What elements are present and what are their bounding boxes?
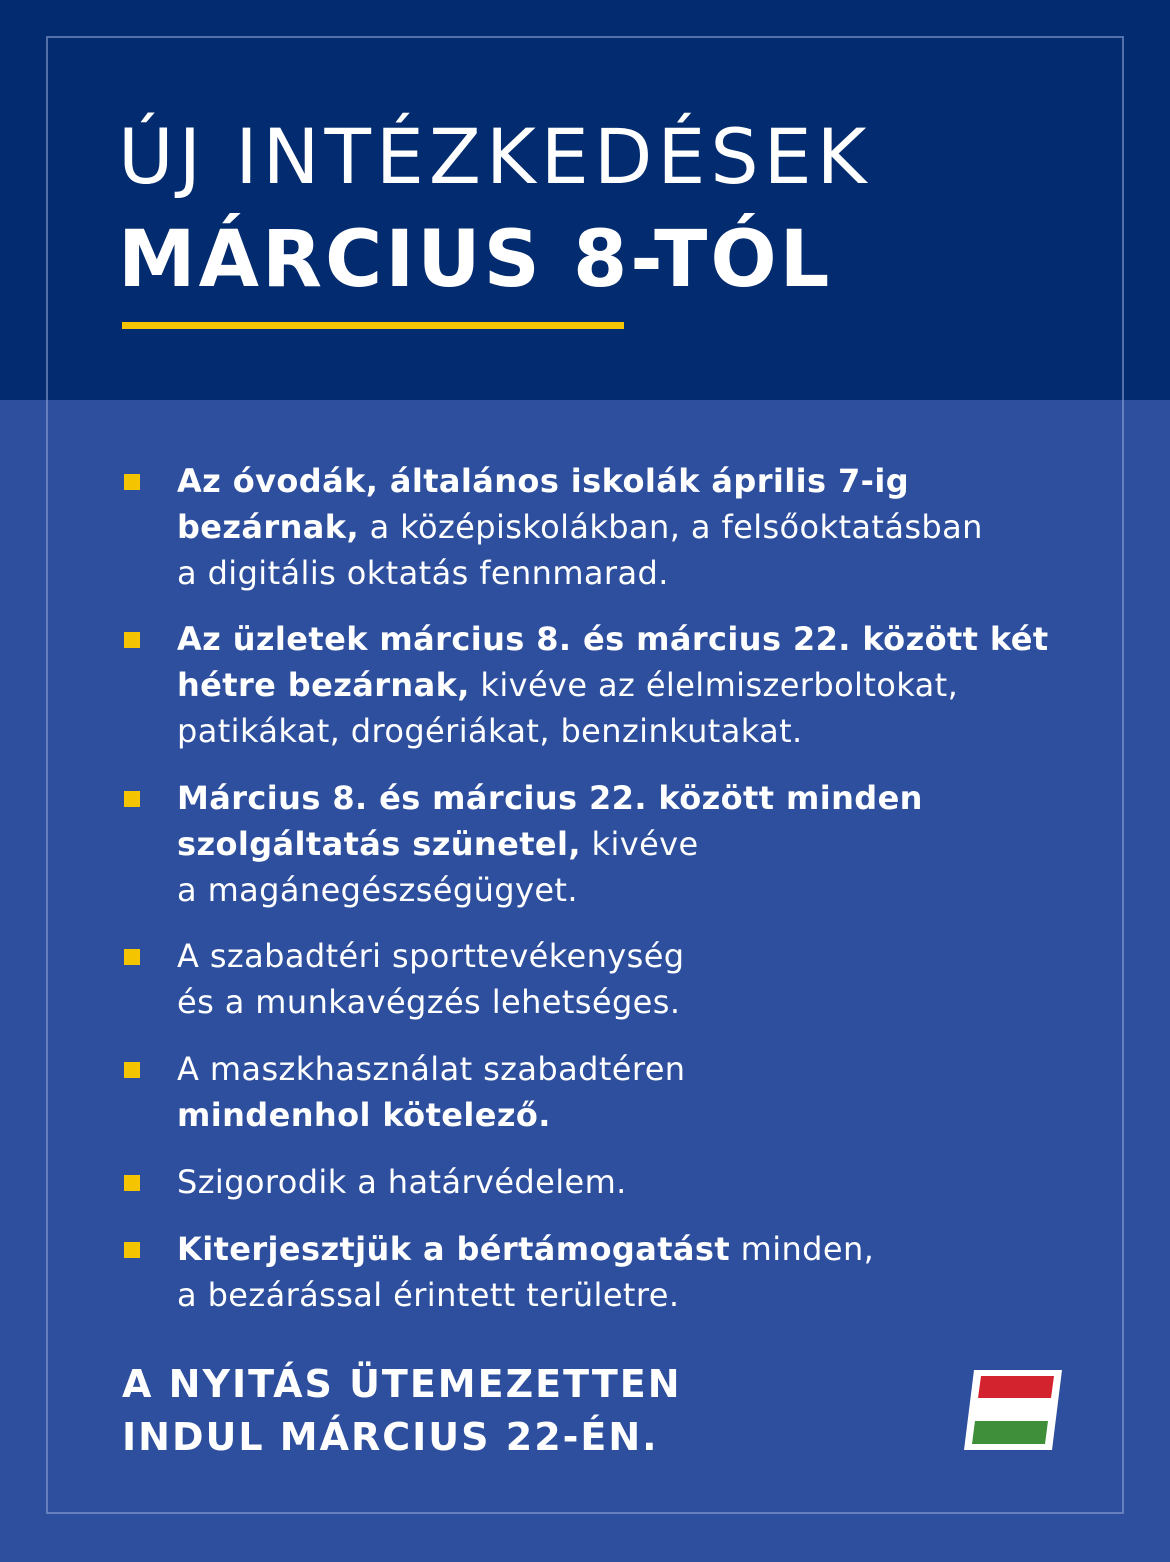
bold-segment: Az üzletek március 8. és március 22. között két [177,620,1049,658]
flag-stripe-white [975,1398,1051,1421]
list-item-text [177,616,1077,754]
footer-text [122,1358,682,1464]
list-item-text [177,775,1077,913]
text-segment: minden, [730,1230,875,1268]
bullet-square-icon [124,1242,140,1258]
list-item-line [177,1092,1077,1138]
bullet-square-icon [124,1175,140,1191]
list-item-text [177,1046,1077,1138]
title-underline [122,322,624,329]
text-segment: a magánegészségügyet. [177,871,578,909]
flag-stripe-green [972,1421,1048,1444]
list-item-line [177,616,1077,662]
text-segment: a középiskolákban, a felsőoktatásban [359,508,983,546]
hungarian-flag-icon [964,1370,1064,1450]
list-item-line [177,550,1077,596]
list-item-line [177,1226,1077,1272]
list-item-line [177,1046,1077,1092]
flag-svg [964,1370,1064,1450]
list-item-line [177,979,1077,1025]
bold-segment: mindenhol kötelező. [177,1096,551,1134]
bold-segment: szolgáltatás szünetel, [177,825,581,863]
text-segment: kivéve [580,825,699,863]
text-segment: A maszkhasználat szabadtéren [177,1050,686,1088]
list-item-line [177,775,1077,821]
text-segment: A szabadtéri sporttevékenység [177,937,685,975]
list-item-line [177,867,1077,913]
bullet-square-icon [124,791,140,807]
text-segment: patikákat, drogériákat, benzinkutakat. [177,712,803,750]
text-segment: Szigorodik a határvédelem. [177,1163,627,1201]
footer-line-2: INDUL MÁRCIUS 22-ÉN. [122,1415,659,1459]
list-item-line [177,458,1077,504]
bold-segment: hétre bezárnak, [177,666,470,704]
bold-segment: Az óvodák, általános iskolák április 7-ig [177,462,910,500]
title-line-2: MÁRCIUS 8-TÓL [118,215,833,305]
list-item-text [177,1159,1077,1205]
flag-stripe-red [978,1376,1054,1398]
list-item-line [177,662,1077,708]
bold-segment: Március 8. és március 22. között minden [177,779,923,817]
bold-segment: bezárnak, [177,508,360,546]
list-item-text [177,933,1077,1025]
list-item-line [177,1272,1077,1318]
bullet-square-icon [124,632,140,648]
list-item-line [177,708,1077,754]
list-item-text [177,458,1077,596]
list-item-line [177,821,1077,867]
list-item-line [177,933,1077,979]
bullet-square-icon [124,1062,140,1078]
text-segment: és a munkavégzés lehetséges. [177,983,681,1021]
title-line-1: ÚJ INTÉZKEDÉSEK [118,112,872,201]
list-item-text [177,1226,1077,1318]
bullet-square-icon [124,949,140,965]
text-segment: a digitális oktatás fennmarad. [177,554,669,592]
bullet-square-icon [124,474,140,490]
list-item-line [177,1159,1077,1205]
list-item-line [177,504,1077,550]
text-segment: kivéve az élelmiszerboltokat, [469,666,959,704]
text-segment: a bezárással érintett területre. [177,1276,680,1314]
bold-segment: Kiterjesztjük a bértámogatást [177,1230,731,1268]
footer-line-1: A NYITÁS ÜTEMEZETTEN [122,1362,682,1406]
